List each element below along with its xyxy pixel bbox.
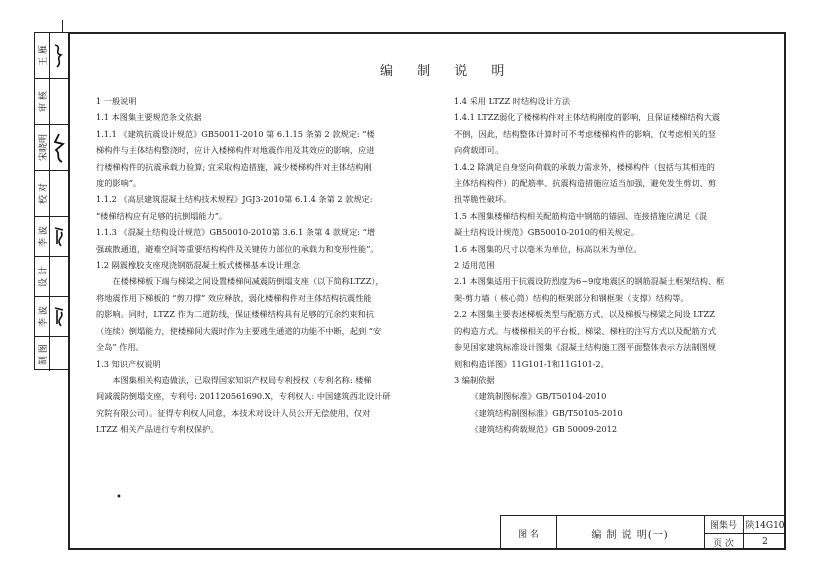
- text-line: 《建筑制图标准》GB/T50104-2010: [470, 391, 607, 402]
- text-line: 1.6 本图集的尺寸以毫米为单位，标高以米为单位。: [454, 243, 642, 254]
- text-line: 1.4.1 LTZZ弱化了楼梯构件对主体结构刚度的影响，且保证楼梯结构大震: [454, 112, 721, 123]
- sidebar-cell: [35, 79, 68, 125]
- signature-image: [50, 125, 68, 170]
- text-line: 的构造方式。与楼梯相关的平台板、梯梁、梯柱的注写方式以及配筋方式: [454, 325, 717, 336]
- sidebar-label: 设 计: [38, 266, 49, 287]
- sidebar-cell: [35, 337, 68, 371]
- text-line: 度的影响”。: [96, 178, 142, 189]
- sidebar-label: 校 对: [38, 183, 49, 204]
- text-line: 向荷载即可。: [454, 145, 504, 156]
- text-line: 在楼梯梯板下端与梯梁之间设置楼梯间减震防倒塌支座（以下简称LTZZ），: [112, 276, 384, 287]
- text-line: 不倒，因此，结构整体计算时可不考虑楼梯构件的影响，仅考虑相关的竖: [454, 128, 717, 139]
- text-line: 凝土结构设计规范》GB50010-2010的相关规定。: [454, 227, 640, 238]
- text-line: 1.1.3 《混凝土结构设计规范》GB50010-2010第 3.6.1 条第 4 款规定: “增: [96, 227, 376, 238]
- sidebar-label: 李 波: [38, 226, 49, 247]
- text-line: 的影响。同时，LTZZ 作为二道防线，保证楼梯结构具有足够的冗余约束和抗: [96, 309, 375, 320]
- drawing-name-value: 编 制 说 明(一): [591, 530, 669, 541]
- text-line: 将地震作用下梯板的 “剪刀撑” 效应释放，弱化楼梯构件对主体结构抗震性能: [96, 292, 372, 303]
- text-line: 究院有限公司）。征得专利权人同意，本技术对设计人员公开无偿使用，仅对: [96, 407, 371, 418]
- sidebar-cell: [35, 297, 68, 337]
- text-line: 2.2 本图集主要表述梯板类型与配筋方式，以及梯板与梯梁之间设 LTZZ: [454, 309, 715, 320]
- text-line: （连续）倒塌能力，使楼梯间大震时作为主要逃生通道的功能不中断，起到 “安: [96, 325, 382, 336]
- sidebar-label: 李 波: [38, 306, 49, 327]
- text-line: 1 一般说明: [96, 96, 137, 106]
- signature-image: [50, 33, 68, 78]
- sidebar-cell: [35, 171, 68, 217]
- text-line: 1.3 知识产权说明: [96, 358, 161, 369]
- text-line: 行楼梯构件的抗震承载力验算; 宜采取构造措施，减少楼梯构件对主体结构刚: [96, 161, 372, 172]
- page-number-label: 页 次: [713, 538, 734, 549]
- text-line: 2 适用范围: [454, 260, 495, 271]
- sidebar-cell: [35, 217, 68, 257]
- text-line: 强疏散通道，避难空间等重要结构构件及关键传力部位的承载力和变形性能”。: [96, 243, 379, 254]
- text-line: 间减震防倒塌支座，专利号: 201120561690.X，专利权人: 中国建筑西北设计研: [96, 391, 391, 402]
- text-line: 3 编制依据: [454, 374, 495, 385]
- text-line: 架-剪力墙（ 核心筒）结构的框架部分和钢框架（支撑）结构等。: [454, 292, 689, 303]
- sidebar-cell: [35, 257, 68, 297]
- text-line: 1.2 隔震橡胶支座现浇钢筋混凝土板式楼梯基本设计理念: [96, 260, 300, 271]
- bullet-mark: •: [116, 492, 122, 503]
- text-line: 《建筑结构荷载规范》GB 50009-2012: [470, 424, 618, 435]
- page-title: 编 制 说 明: [380, 64, 515, 79]
- signature-image: [50, 217, 68, 256]
- sidebar-cell: [35, 33, 68, 79]
- left-column: [96, 93, 391, 438]
- signature-sidebar: [34, 32, 68, 370]
- text-line: 本图集相关构造做法，已取得国家知识产权局专利授权（专利名称: 楼梯: [112, 374, 372, 385]
- text-line: 主体结构构件）的配筋率、抗震构造措施应适当加强，避免发生剪切、剪: [454, 178, 717, 189]
- sidebar-label: 制 图: [38, 343, 49, 365]
- text-line: 则和构造详图》11G101-1和11G101-2。: [454, 358, 609, 369]
- right-column: [454, 93, 724, 438]
- text-line: 1.4.2 除满足自身竖向荷载的承载力需求外，楼梯构件（包括与其相连的: [454, 161, 715, 172]
- text-line: 1.1.1 《建筑抗震设计规范》GB50011-2010 第 6.1.15 条第 2 款规定: “楼: [96, 128, 375, 139]
- drawing-name-label: 图 名: [518, 530, 539, 540]
- sidebar-cell: [35, 125, 68, 171]
- text-line: 全岛” 作用。: [96, 342, 144, 353]
- text-line: “楼梯结构应有足够的抗倒塌能力”。: [96, 210, 228, 221]
- sidebar-label: 宋晓明: [38, 133, 49, 162]
- sidebar-label: 王 雁: [38, 45, 49, 66]
- atlas-number-value: 陕14G10: [745, 521, 785, 531]
- text-line: 参见国家建筑标准设计图集《混凝土结构施工图平面整体表示方法制图规: [454, 342, 717, 353]
- text-line: 扭等脆性破坏。: [454, 194, 512, 205]
- title-block: [500, 515, 786, 550]
- text-line: 《建筑结构制图标准》GB/T50105-2010: [470, 407, 623, 418]
- text-line: 1.1 本图集主要规范条文依据: [96, 112, 202, 123]
- text-line: 1.5 本图集楼梯结构相关配筋构造中钢筋的锚固、连接措施应满足《混: [454, 210, 708, 221]
- page-number-value: 2: [762, 537, 768, 547]
- atlas-number-label: 图集号: [709, 521, 737, 531]
- sidebar-label: 审 核: [38, 91, 49, 112]
- text-line: 梯构件与主体结构整浇时，应计入楼梯构件对地震作用及其效应的影响，应进: [96, 145, 375, 156]
- text-line: 2.1 本图集适用于抗震设防烈度为6~9度地震区的钢筋混凝土框架结构、框: [454, 276, 725, 287]
- signature-image: [50, 297, 68, 336]
- text-line: LTZZ 相关产品进行专利权保护。: [96, 424, 219, 435]
- text-line: 1.1.2 《高层建筑混凝土结构技术规程》JGJ3-2010第 6.1.4 条第 2 款规定:: [96, 194, 373, 205]
- text-line: 1.4 采用 LTZZ 时结构设计方法: [454, 96, 571, 106]
